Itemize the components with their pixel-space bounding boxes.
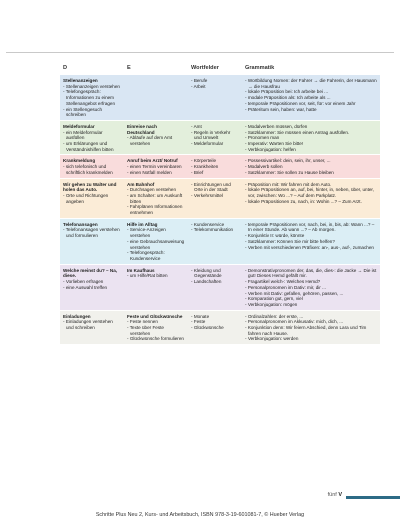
cell-list-item [245,107,377,113]
bullet-dash: - [63,106,66,112]
cell-list-item-text: lokale Präpositionen zu, nach, in: Wohin ...? – Zum Arzt. [247,198,362,204]
cell-list-item [191,325,239,331]
cell-grammatik [242,155,380,178]
cell-list-item-text: um Erklärungen und Verständnishilfen bitten [65,141,114,152]
cell-grammatik [242,75,380,121]
bullet-dash: - [127,238,130,244]
cell-list-item-text: Durchsagen verstehen [129,187,177,193]
cell-wortfelder [188,155,242,178]
cell-title: Feste und Glückwünsche [127,313,183,319]
bullet-dash: - [245,146,248,152]
cell-list-item-text: Telefongespräch: Kundenservice [129,250,165,261]
cell-list-item-text: Einrichtungen und Orte in der Stadt [193,181,231,193]
cell-list-item [127,204,185,215]
cell-list-item-text: temporale Präpositionen vor, seit, für: vor einem Jahr [247,100,356,106]
bullet-dash: - [245,141,248,147]
cell-list-item [127,336,185,342]
cell-list-item-text: sich telefonisch und schriftlich krankmelden [65,164,113,175]
cell-list-item [245,268,377,279]
cell-list-item-text: Körperteile [193,158,217,164]
cell-list-item [245,187,377,198]
cell-list-item-text: Krankheiten [193,164,219,170]
cell-list-item [245,199,377,205]
cell-title: Im Kaufhaus [127,267,155,273]
cell-list-item [127,135,185,146]
page-numeral: V [338,492,342,498]
cell-list-item-text: Verbkonjugation: werden [247,336,299,342]
column-header-d: D [63,65,68,71]
page-accent-bar [346,496,400,499]
cell-list-item-text: Konjunktion denn: Wir feiern Abschied, denn Lara und Tim fahren nach Hause. [247,325,367,336]
bullet-dash: - [127,227,130,233]
cell-list-item [127,170,185,176]
bullet-dash: - [191,192,194,198]
cell-list-item-text: Regeln in Verkehr und Umwelt [193,129,231,141]
cell-list-item [127,193,185,204]
cell-title: Welche meinst du? – Na, diese. [63,267,118,279]
bullet-dash: - [127,192,130,198]
bullet-dash: - [191,129,194,135]
bullet-dash: - [245,233,248,239]
cell-wortfelder [188,75,242,121]
bullet-dash: - [191,83,194,89]
cell-list-item [63,227,121,238]
table-row [60,178,380,218]
cell-e [124,178,188,218]
cell-list-item [63,193,121,204]
cell-wortfelder [188,310,242,344]
cell-title: Meldeformular [63,123,95,129]
bullet-dash: - [245,238,248,244]
bullet-dash: - [127,164,130,170]
cell-grammatik [242,310,380,344]
footer-citation: Schritte Plus Neu 2, Kurs- und Arbeitsbuch, ISBN 978-3-19-601081-7, © Hueber Verlag [95,512,305,518]
bullet-dash: - [127,187,130,193]
cell-list-item [63,89,121,106]
cell-list-item [245,245,377,251]
cell-list-item-text: Verben mit verschiedenen Präfixen: an-, aus-, auf-, zumachen [247,244,374,250]
bullet-dash: - [191,279,194,285]
cell-list-item-text: Verben mit Dativ: gefallen, gehören, passen, ... [247,290,344,296]
cell-list-item-text: Pronomen man [247,135,280,141]
table-row [60,75,380,121]
page-label: fünf [327,492,337,498]
bullet-dash: - [63,227,66,233]
cell-list-item-text: Personalpronomen im Akkusativ: mich, dich, ... [247,319,344,325]
bullet-dash: - [63,279,66,285]
bullet-dash: - [245,169,248,175]
cell-title: Hilfe im Alltag [127,221,158,227]
cell-list-item-text: lokale Präposition bei: Ich arbeite bei ... [247,89,328,95]
bullet-dash: - [127,135,130,141]
table-header-row [60,64,380,75]
cell-grammatik [242,264,380,310]
cell-list-item-text: Demonstrativpronomen der, das, die, dies-: die Jacke → Die ist gut! Dieses Hemd gefällt mir. [247,267,377,279]
cell-list-item [191,141,239,147]
cell-grammatik [242,218,380,264]
cell-list-item [191,268,239,279]
cell-list-item-text: Fahrplänen Informationen entnehmen [129,204,183,216]
bullet-dash: - [63,319,66,325]
cell-d [60,155,124,178]
cell-list-item-text: Telefonansagen verstehen und formulieren [65,227,120,239]
cell-d [60,310,124,344]
bullet-dash: - [191,169,194,175]
cell-list-item-text: Feste [193,319,206,325]
cell-list-item-text: Monate [193,313,210,319]
cell-list-item-text: ein Stellengesuch schreiben [65,106,103,118]
cell-list-item [245,222,377,233]
cell-list-item-text: Amt [193,123,202,129]
cell-title: Telefonansagen [63,221,98,227]
cell-list-item [191,130,239,141]
cell-list-item-text: einen Notfall melden [129,169,172,175]
cell-list-item-text: Konjunktiv II: würde, könnte [247,233,305,239]
cell-list-item-text: Kundenservice [193,221,225,227]
bullet-dash: - [191,123,194,129]
cell-title: Am Bahnhof [127,181,155,187]
bullet-dash: - [127,169,130,175]
cell-list-item [127,250,185,261]
cell-list-item-text: Präposition mit: Wir fahren mit dem Auto. [247,181,332,187]
bullet-dash: - [245,198,248,204]
bullet-dash: - [245,244,248,250]
top-rule [6,52,394,53]
bullet-dash: - [245,158,248,164]
cell-list-item [127,239,185,250]
bullet-dash: - [63,129,66,135]
cell-list-item-text: Berufe [193,78,208,83]
bullet-dash: - [127,336,130,342]
cell-list-item-text: Einladungen verstehen und schreiben [65,319,113,331]
cell-wortfelder [188,178,242,218]
column-header-e: E [127,65,131,71]
cell-list-item-text: Modalverben müssen, dürfen [247,123,308,129]
bullet-dash: - [63,83,66,89]
column-header-wortfelder: Wortfelder [191,65,219,71]
cell-list-item-text: Verkehrsmittel [193,192,223,198]
cell-list-item [63,107,121,118]
bullet-dash: - [245,336,248,342]
bullet-dash: - [191,181,194,187]
cell-list-item-text: Wortbildung Nomen: der Fahrer → die Fahrerin, der Hausmann → die Hausfrau [247,78,377,89]
bullet-dash: - [245,164,248,170]
cell-list-item-text: Komparation gut, gern, viel [247,296,303,302]
cell-list-item-text: Service-Anzeigen verstehen [129,227,166,239]
bullet-dash: - [127,250,130,256]
bullet-dash: - [245,221,248,227]
cell-d [60,264,124,310]
bullet-dash: - [127,204,130,210]
cell-list-item-text: Präteritum sein, haben: war, hatte [247,106,317,112]
cell-list-item-text: lokale Präpositionen an, auf, bei, hinter, in, neben, über, unter, vor, zwischen: Wo ...? – Auf dem Parkplatz. [247,187,374,198]
cell-list-item [191,193,239,199]
bullet-dash: - [245,100,248,106]
table-row [60,218,380,264]
cell-list-item-text: am Schalter: um Auskunft bitten [129,192,183,204]
bullet-dash: - [191,158,194,164]
bullet-dash: - [191,164,194,170]
cell-list-item-text: Telekommunikation [193,227,234,233]
bullet-dash: - [127,319,130,325]
cell-e [124,218,188,264]
cell-e [124,310,188,344]
cell-list-item [191,170,239,176]
cell-title: Einladungen [63,313,91,319]
cell-list-item-text: Personalpronomen im Dativ: mir, dir ... [247,284,326,290]
cell-list-item-text: Stellenanzeigen verstehen [65,83,120,89]
table-row [60,264,380,310]
cell-list-item-text: Telefongespräch: Informationen zu einem Stellenangebot erfragen [65,89,116,106]
bullet-dash: - [245,301,248,307]
cell-title: Krankmeldung [63,158,96,164]
bullet-dash: - [245,319,248,325]
cell-list-item-text: Ordinalzahlen: der erste, ... [247,313,304,319]
cell-d [60,75,124,121]
cell-list-item-text: einen Termin vereinbaren [129,164,182,170]
bullet-dash: - [245,181,248,187]
column-header-grammatik: Grammatik [245,65,275,71]
cell-list-item-text: Meldeformular [193,141,224,147]
cell-list-item [191,182,239,193]
cell-list-item [63,319,121,330]
page-number-area [0,492,400,506]
cell-list-item-text: Satzklammer: Können Sie mir bitte helfen? [247,238,335,244]
cell-list-item-text: Abläufe auf dem Amt verstehen [129,135,173,147]
table-row [60,155,380,178]
cell-list-item-text: Landschaften [193,279,222,285]
cell-d [60,120,124,155]
cell-list-item-text: Verbkonjugation: helfen [247,146,296,152]
cell-list-item-text: modale Präposition als: Ich arbeite als ... [247,95,331,101]
cell-list-item [245,325,377,336]
cell-list-item-text: Feste nennen [129,319,158,325]
cell-list-item [63,141,121,152]
cell-list-item [191,84,239,90]
bullet-dash: - [245,284,248,290]
cell-list-item [245,78,377,89]
cell-list-item [63,285,121,291]
bullet-dash: - [245,106,248,112]
cell-list-item-text: Modalverb sollen [247,164,283,170]
page-number [328,492,342,498]
cell-title: Stellenanzeigen [63,78,98,83]
bullet-dash: - [191,313,194,319]
bullet-dash: - [191,267,194,273]
cell-list-item-text: Texte über Feste verstehen [129,325,164,336]
bullet-dash: - [191,227,194,233]
bullet-dash: - [63,284,66,290]
cell-e [124,264,188,310]
bullet-dash: - [245,313,248,319]
syllabus-table [60,64,380,344]
cell-list-item-text: Possessivartikel: dein, sein, ihr, unser, ... [247,158,331,164]
bullet-dash: - [245,78,248,83]
table-row [60,310,380,344]
cell-e [124,75,188,121]
cell-list-item-text: Kleidung und Gegenstände [193,267,222,279]
cell-list-item-text: eine Auswahl treffen [65,284,108,290]
cell-e [124,155,188,178]
cell-e [124,120,188,155]
cell-list-item [127,227,185,238]
cell-list-item [127,325,185,336]
bullet-dash: - [245,135,248,141]
bullet-dash: - [245,89,248,95]
cell-list-item-text: Fragartikel welch-: Welches Hemd? [247,279,321,285]
bullet-dash: - [245,290,248,296]
cell-list-item-text: Orte und Richtungen angeben [65,192,109,204]
table-row [60,120,380,155]
cell-list-item-text: Satzklammer: Sie sollen zu Hause bleiben [247,169,334,175]
bullet-dash: - [245,95,248,101]
cell-list-item-text: Satzklammer: Sie müssen einen Antrag ausfüllen. [247,129,350,135]
cell-title: Anruf beim Arzt/ Notruf [127,158,178,164]
bullet-dash: - [191,325,194,331]
cell-list-item [63,130,121,141]
cell-grammatik [242,178,380,218]
cell-list-item-text: Arbeit [193,83,206,89]
cell-list-item [245,302,377,308]
cell-d [60,178,124,218]
cell-wortfelder [188,264,242,310]
cell-list-item [245,170,377,176]
cell-wortfelder [188,120,242,155]
cell-list-item-text: temporale Präpositionen vor, nach, bei, in, bis, ab: Wann ...? – In einer Stunde. Ab wann ...? – Ab morgen. [247,221,375,233]
cell-list-item [127,273,185,279]
cell-list-item-text: Imperativ: Warten Sie bitte! [247,141,304,147]
bullet-dash: - [63,141,66,147]
bullet-dash: - [127,325,130,331]
cell-grammatik [242,120,380,155]
cell-list-item-text: um Hilfe/Rat bitten [129,273,168,279]
bullet-dash: - [63,89,66,95]
bullet-dash: - [191,221,194,227]
cell-list-item-text: Glückwünsche formulieren [129,336,184,342]
cell-list-item [191,279,239,285]
cell-list-item-text: Vorlieben erfragen [65,279,104,285]
bullet-dash: - [245,279,248,285]
cell-list-item [245,336,377,342]
cell-list-item [63,164,121,175]
cell-list-item-text: Brief [193,169,204,175]
bullet-dash: - [191,141,194,147]
bullet-dash: - [245,123,248,129]
cell-list-item-text: eine Gebrauchsanweisung verstehen [129,238,185,250]
cell-title: Wir gehen zu Walter und holen das Auto. [63,181,117,193]
cell-list-item-text: Verbkonjugation: mögen [247,301,298,307]
bullet-dash: - [245,296,248,302]
cell-list-item [191,227,239,233]
bullet-dash: - [191,319,194,325]
cell-d [60,218,124,264]
cell-list-item [245,147,377,153]
bullet-dash: - [63,164,66,170]
cell-list-item-text: Glückwünsche [193,325,224,331]
bullet-dash: - [245,129,248,135]
bullet-dash: - [245,187,248,193]
cell-wortfelder [188,218,242,264]
bullet-dash: - [245,325,248,331]
bullet-dash: - [63,192,66,198]
bullet-dash: - [127,273,130,279]
cell-list-item-text: ein Meldeformular ausfüllen [65,129,103,141]
cell-title: Einreise nach Deutschland [127,123,157,135]
bullet-dash: - [191,78,194,83]
bullet-dash: - [245,267,248,273]
